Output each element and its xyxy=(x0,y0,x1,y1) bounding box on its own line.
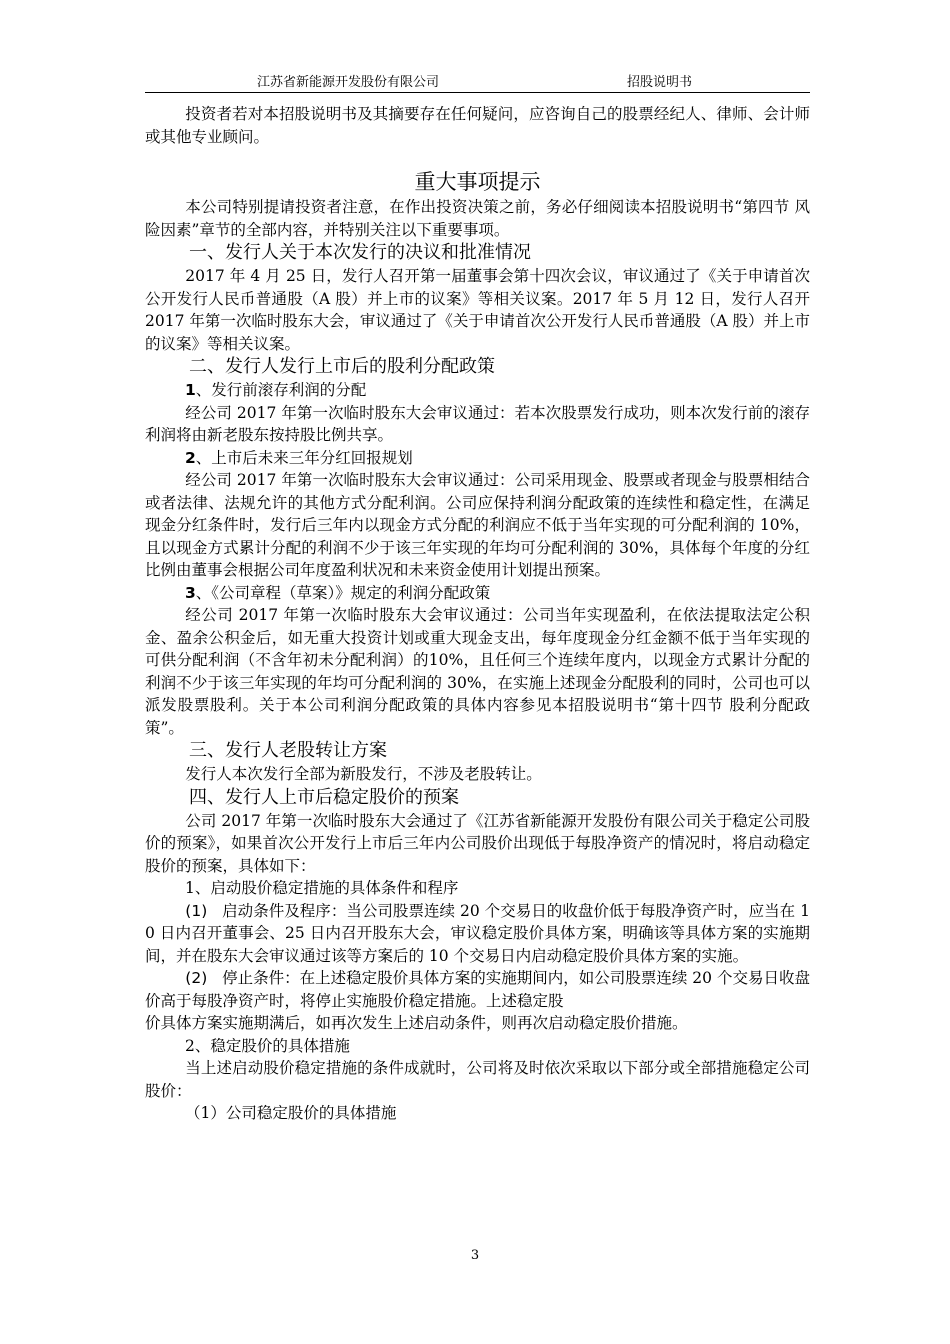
s2-sub1-paragraph: 经公司 2017 年第一次临时股东大会审议通过：若本次股票发行成功，则本次发行前的滚存利润将由新老股东按持股比例共享。 xyxy=(145,403,810,444)
s4-sub2-item1: （1）公司稳定股价的具体措施 xyxy=(185,1104,397,1122)
s2-sub1-number: 1 xyxy=(185,381,196,399)
s4-item2-continued: 价具体方案实施期满后，如再次发生上述启动条件，则再次启动稳定股价措施。 xyxy=(145,1014,688,1032)
s2-sub2-number: 2 xyxy=(185,448,196,467)
s1-paragraph: 2017 年 4 月 25 日，发行人召开第一届董事会第十四次会议，审议通过了《关于申请首次公开发行人民币普通股（A 股）并上市的议案》等相关议案。2017 年 5 月 12 日，发行人召开 2017 年第一次临时股东大会，审议通过了《关于申请首次公开发行人民币普通股（A 股）并上市的议案》等相关议案。 xyxy=(145,267,810,353)
s2-sub3-paragraph: 经公司 2017 年第一次临时股东大会审议通过：公司当年实现盈利，在依法提取法定公积金、盈余公积金后，如无重大投资计划或重大现金支出，每年度现金分红金额不低于当年实现的可供分配利润（不含年初未分配利润）的10%，且任何三个连续年度内，以现金方式累计分配的利润不少于该三年实现的年均可分配利润的 30%，在实施上述现金分配股利的同时，公司也可以派发股票股利。关于本公司利润分配政策的具体内容参见本招股说明书“第十四节 股利分配政策”。 xyxy=(145,606,810,737)
s4-sub2-heading: 2、稳定股价的具体措施 xyxy=(185,1036,350,1055)
header-company: 江苏省新能源开发股份有限公司 xyxy=(257,75,440,90)
s2-sub3-number: 3 xyxy=(185,583,196,602)
s4-sub1-heading: 1、启动股价稳定措施的具体条件和程序 xyxy=(185,879,459,897)
s3-heading: 三、发行人老股转让方案 xyxy=(189,740,387,761)
s2-sub3-label: 、《公司章程（草案）》规定的利润分配政策 xyxy=(195,583,491,602)
s4-item1-text: 启动条件及程序：当公司股票连续 20 个交易日的收盘价低于每股净资产时，应当在 10 日内召开董事会、25 日内召开股东大会，审议稳定股价具体方案，明确该等具体方案的实施期间，并在股东大会审议通过该等方案后的 10 个交易日内启动稳定股价具体方案的实施。 xyxy=(145,901,811,965)
s2-sub2-label: 、上市后未来三年分红回报规划 xyxy=(195,448,413,467)
s2-sub2-heading xyxy=(145,447,810,470)
s1-heading: 一、发行人关于本次发行的决议和批准情况 xyxy=(189,242,531,263)
page-content xyxy=(145,103,810,1125)
s4-item2-text-a: 停止条件：在上述稳定股价具体方案的实施期间内，如公司股票连续 20 个交易日收盘价高于每股净资产时，将停止实施股价稳定措施。上述稳定股 xyxy=(145,969,810,1010)
intro-paragraph: 投资者若对本招股说明书及其摘要存在任何疑问，应咨询自己的股票经纪人、律师、会计师或其他专业顾问。 xyxy=(145,105,810,146)
s2-sub1-heading xyxy=(145,379,810,402)
s4-sub2-paragraph: 当上述启动股价稳定措施的条件成就时，公司将及时依次采取以下部分或全部措施稳定公司股价： xyxy=(145,1059,810,1100)
s4-paragraph: 公司 2017 年第一次临时股东大会通过了《江苏省新能源开发股份有限公司关于稳定公司股价的预案》，如果首次公开发行上市后三年内公司股价出现低于每股净资产的情况时，将启动稳定股价的预案，具体如下： xyxy=(145,811,810,875)
page-number: 3 xyxy=(470,1248,480,1263)
opening-paragraph: 本公司特别提请投资者注意，在作出投资决策之前，务必仔细阅读本招股说明书“第四节 风险因素”章节的全部内容，并特别关注以下重要事项。 xyxy=(145,198,810,239)
s4-item2-number: (2) xyxy=(185,969,208,987)
page-header xyxy=(145,70,810,93)
s4-heading: 四、发行人上市后稳定股价的预案 xyxy=(189,786,459,808)
s2-sub3-heading xyxy=(145,582,810,605)
section-title: 重大事项提示 xyxy=(414,170,541,194)
s2-sub2-paragraph: 经公司 2017 年第一次临时股东大会审议通过：公司采用现金、股票或者现金与股票相结合或者法律、法规允许的其他方式分配利润。公司应保持利润分配政策的连续性和稳定性，在满足现金分红条件时，发行后三年内以现金方式分配的利润应不低于当年实现的可分配利润的 10%，且以现金方式累计分配的利润不少于该三年实现的年均可分配利润的 30%，具体每个年度的分红比例由董事会根据公司年度盈利状况和未来资金使用计划提出预案。 xyxy=(145,471,810,579)
s2-heading: 二、发行人发行上市后的股利分配政策 xyxy=(189,356,495,377)
s3-paragraph: 发行人本次发行全部为新股发行，不涉及老股转让。 xyxy=(185,765,542,783)
s4-item2-paragraph xyxy=(145,967,810,1012)
header-doc-title: 招股说明书 xyxy=(627,75,693,90)
s4-item1-number: (1) xyxy=(185,901,208,920)
s4-item1-paragraph xyxy=(145,900,810,968)
s2-sub1-label: 、发行前滚存利润的分配 xyxy=(195,381,367,399)
